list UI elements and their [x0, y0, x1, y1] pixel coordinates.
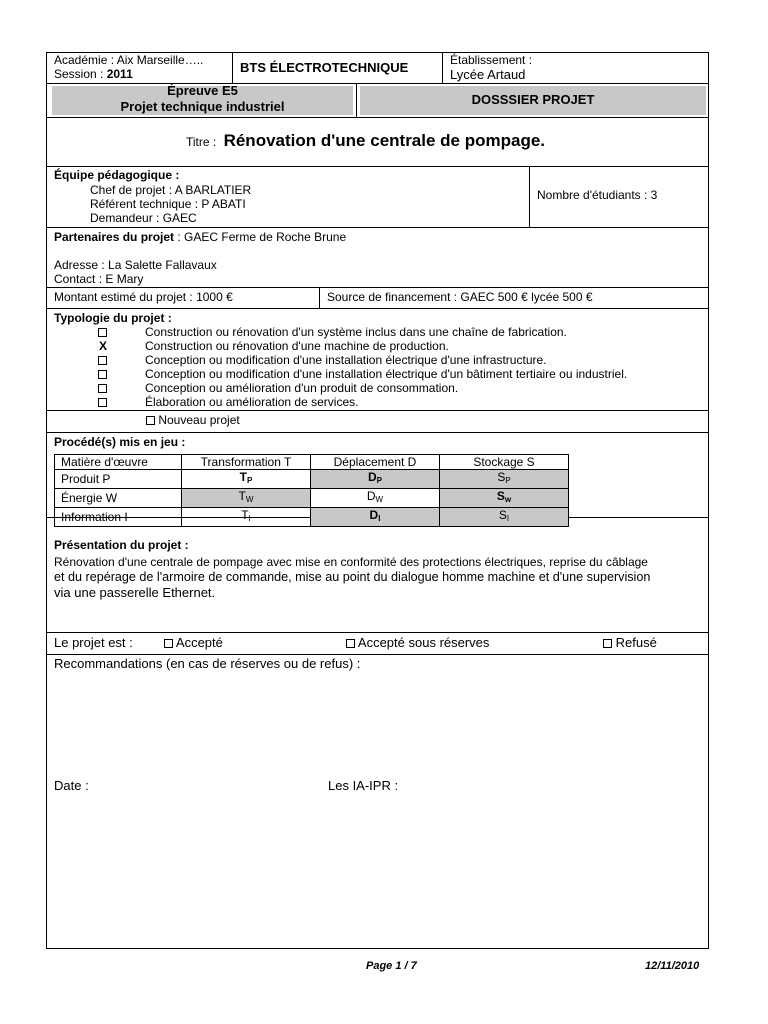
partenaires-line: Partenaires du projet : GAEC Ferme de Roche Brune [54, 230, 347, 244]
titre-label: Titre : [186, 135, 217, 149]
reserves-option: Accepté sous réserves [346, 635, 489, 650]
checkbox[interactable] [98, 370, 107, 379]
divider [356, 83, 357, 117]
presentation-heading: Présentation du projet : [54, 538, 189, 552]
divider [46, 117, 709, 118]
list-item: Conception ou amélioration d'un produit de consommation. [98, 381, 627, 395]
row-label: Produit P [55, 470, 182, 489]
presentation-line-2: et du repérage de l'armoire de commande, mise au point du dialogue homme machine et d'une supervision [54, 570, 651, 584]
table-cell: $D_P$ [311, 470, 440, 489]
table-cell: $D_W$ [311, 489, 440, 508]
session-text: Session : 2011 [54, 67, 133, 81]
checkbox[interactable] [98, 356, 107, 365]
checkbox[interactable] [146, 416, 155, 425]
page-title: Rénovation d'une centrale de pompage. [223, 131, 546, 150]
dossier-title: DOSSSIER PROJET [471, 92, 595, 107]
presentation-line-1: Rénovation d'une centrale de pompage avec mise en conformité des protections électriques, reprise du câblage [54, 555, 648, 569]
checkbox-checked[interactable]: X [98, 339, 107, 353]
row-label: Information I [55, 508, 182, 527]
checkbox[interactable] [164, 639, 173, 648]
checkbox[interactable] [98, 398, 107, 407]
typologie-list [98, 325, 627, 409]
divider [232, 52, 233, 83]
table-cell: $S_P$ [440, 470, 569, 489]
footer-date: 12/11/2010 [645, 960, 700, 972]
list-item: Élaboration ou amélioration de services. [98, 395, 627, 409]
etablissement-name: Lycée Artaud [450, 67, 526, 82]
divider [442, 52, 443, 83]
recommandations-label: Recommandations (en cas de réserves ou de refus) : [54, 656, 361, 671]
divider [46, 287, 709, 288]
titre-line [186, 131, 545, 151]
refuse-option: Refusé [603, 635, 657, 650]
nb-etudiants: Nombre d'étudiants : 3 [537, 188, 658, 202]
epreuve-title: Épreuve E5 [167, 83, 238, 98]
table-row [55, 470, 569, 489]
checkbox[interactable] [98, 328, 107, 337]
table-cell: $S_w$ [440, 489, 569, 508]
list-item: Conception ou modification d'une installation électrique d'une infrastructure. [98, 353, 627, 367]
list-item: Conception ou modification d'une installation électrique d'un bâtiment tertiaire ou industriel. [98, 367, 627, 381]
table-row [55, 508, 569, 527]
table-cell: $T_P$ [182, 470, 311, 489]
session-year: 2011 [106, 67, 133, 81]
source-financement: Source de financement : GAEC 500 € lycée 500 € [327, 290, 593, 304]
date-label: Date : [54, 778, 89, 793]
etablissement-label: Établissement : [450, 53, 533, 67]
referent-technique: Référent technique : P ABATI [90, 197, 246, 211]
accepte-option: Accepté [164, 635, 223, 650]
table-cell: $T_W$ [182, 489, 311, 508]
demandeur: Demandeur : GAEC [90, 211, 197, 225]
divider [46, 308, 709, 309]
montant-estime: Montant estimé du projet : 1000 € [54, 290, 233, 304]
divider [319, 287, 320, 308]
table-row [55, 489, 569, 508]
chef-projet: Chef de projet : A BARLATIER [90, 183, 252, 197]
decision-label: Le projet est : [54, 635, 133, 650]
adresse: Adresse : La Salette Fallavaux [54, 258, 217, 272]
list-item: Construction ou rénovation d'un système inclus dans une chaîne de fabrication. [98, 325, 627, 339]
equipe-heading: Équipe pédagogique : [54, 168, 180, 182]
table-cell: $S_I$ [440, 508, 569, 527]
contact: Contact : E Mary [54, 272, 144, 286]
divider [46, 166, 709, 167]
projet-type: Projet technique industriel [120, 99, 285, 114]
bts-title: BTS ÉLECTROTECHNIQUE [240, 60, 409, 75]
divider [529, 166, 530, 227]
column-header: Transformation T [182, 455, 311, 470]
procedes-table [54, 454, 569, 527]
typologie-heading: Typologie du projet : [54, 311, 172, 325]
page-number: Page 1 / 7 [366, 960, 417, 972]
divider [46, 632, 709, 633]
divider [46, 227, 709, 228]
checkbox[interactable] [346, 639, 355, 648]
ia-ipr-label: Les IA-IPR : [328, 778, 399, 793]
column-header: Déplacement D [311, 455, 440, 470]
divider [46, 654, 709, 655]
column-header: Stockage S [440, 455, 569, 470]
list-item: X Construction ou rénovation d'une machine de production. [98, 339, 449, 353]
table-header-row [55, 455, 569, 470]
procedes-heading: Procédé(s) mis en jeu : [54, 435, 186, 449]
column-header: Matière d'œuvre [55, 455, 182, 470]
divider [46, 432, 709, 433]
checkbox[interactable] [603, 639, 612, 648]
row-label: Énergie W [55, 489, 182, 508]
presentation-line-3: via une passerelle Ethernet. [54, 585, 216, 600]
academie-text: Académie : Aix Marseille….. [54, 53, 204, 67]
nouveau-projet: Nouveau projet [146, 413, 240, 427]
table-cell: $D_I$ [311, 508, 440, 527]
table-cell: $T_I$ [182, 508, 311, 527]
divider [46, 410, 709, 411]
checkbox[interactable] [98, 384, 107, 393]
